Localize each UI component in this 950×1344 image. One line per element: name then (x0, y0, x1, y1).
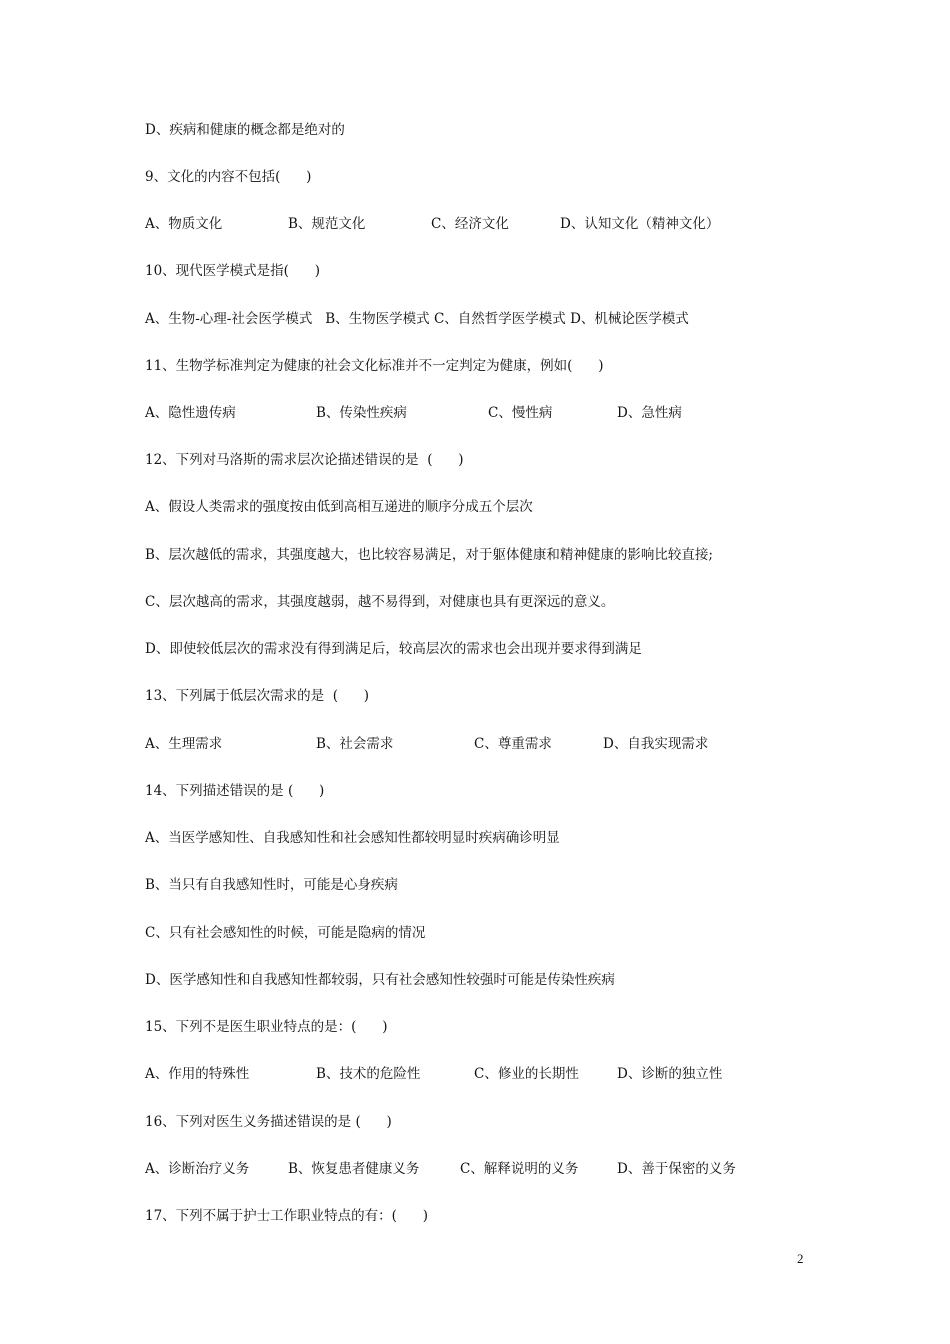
q14-option-c: C、只有社会感知性的时候，可能是隐病的情况 (145, 925, 426, 941)
q16-option-d: D、善于保密的义务 (617, 1161, 736, 1177)
q13-option-d: D、自我实现需求 (603, 736, 709, 752)
q15-options (0, 1065, 950, 1083)
q16-option-a: A、诊断治疗义务 (145, 1161, 250, 1177)
q11-option-b: B、传染性疾病 (316, 405, 407, 421)
q13-options (0, 735, 950, 753)
q11-options (0, 404, 950, 422)
q9-option-a: A、物质文化 (145, 216, 223, 232)
question-14: 14、下列描述错误的是 ( ) (145, 783, 325, 799)
q13-option-c: C、尊重需求 (474, 736, 552, 752)
question-12: 12、下列对马洛斯的需求层次论描述错误的是 ( ) (145, 452, 464, 468)
q13-option-b: B、社会需求 (316, 736, 394, 752)
q11-option-d: D、急性病 (617, 405, 682, 421)
q12-option-c: C、层次越高的需求，其强度越弱，越不易得到，对健康也具有更深远的意义。 (145, 594, 615, 610)
q16-option-c: C、解释说明的义务 (460, 1161, 579, 1177)
q11-option-c: C、慢性病 (488, 405, 553, 421)
question-11: 11、生物学标准判定为健康的社会文化标准并不一定判定为健康，例如( ) (145, 358, 604, 374)
q11-option-a: A、隐性遗传病 (145, 405, 236, 421)
q15-option-a: A、作用的特殊性 (145, 1066, 250, 1082)
q15-option-b: B、技术的危险性 (316, 1066, 421, 1082)
q16-options (0, 1160, 950, 1178)
q8-option-d: D、疾病和健康的概念都是绝对的 (145, 122, 345, 138)
question-15: 15、下列不是医生职业特点的是：( ) (145, 1019, 388, 1035)
q9-option-b: B、规范文化 (288, 216, 366, 232)
q10-options: A、生物-心理-社会医学模式 B、生物医学模式 C、自然哲学医学模式 D、机械论医学模式 (145, 311, 689, 327)
q12-option-b: B、层次越低的需求，其强度越大，也比较容易满足，对于躯体健康和精神健康的影响比较直接; (145, 547, 713, 563)
q15-option-d: D、诊断的独立性 (617, 1066, 723, 1082)
q9-option-d: D、认知文化（精神文化） (560, 216, 720, 232)
q9-options (0, 215, 950, 233)
q9-option-c: C、经济文化 (431, 216, 509, 232)
q12-option-a: A、假设人类需求的强度按由低到高相互递进的顺序分成五个层次 (145, 499, 533, 515)
q14-option-d: D、医学感知性和自我感知性都较弱，只有社会感知性较强时可能是传染性疾病 (145, 972, 615, 988)
page-number: 2 (797, 1251, 804, 1266)
q15-option-c: C、修业的长期性 (474, 1066, 579, 1082)
question-17: 17、下列不属于护士工作职业特点的有：( ) (145, 1208, 428, 1224)
question-13: 13、下列属于低层次需求的是 ( ) (145, 688, 370, 704)
q12-option-d: D、即使较低层次的需求没有得到满足后，较高层次的需求也会出现并要求得到满足 (145, 641, 642, 657)
q14-option-a: A、当医学感知性、自我感知性和社会感知性都较明显时疾病确诊明显 (145, 830, 560, 846)
question-16: 16、下列对医生义务描述错误的是 ( ) (145, 1114, 392, 1130)
q16-option-b: B、恢复患者健康义务 (288, 1161, 420, 1177)
q14-option-b: B、当只有自我感知性时，可能是心身疾病 (145, 877, 398, 893)
question-9: 9、文化的内容不包括( ) (145, 169, 312, 185)
question-10: 10、现代医学模式是指( ) (145, 263, 320, 279)
q13-option-a: A、生理需求 (145, 736, 223, 752)
